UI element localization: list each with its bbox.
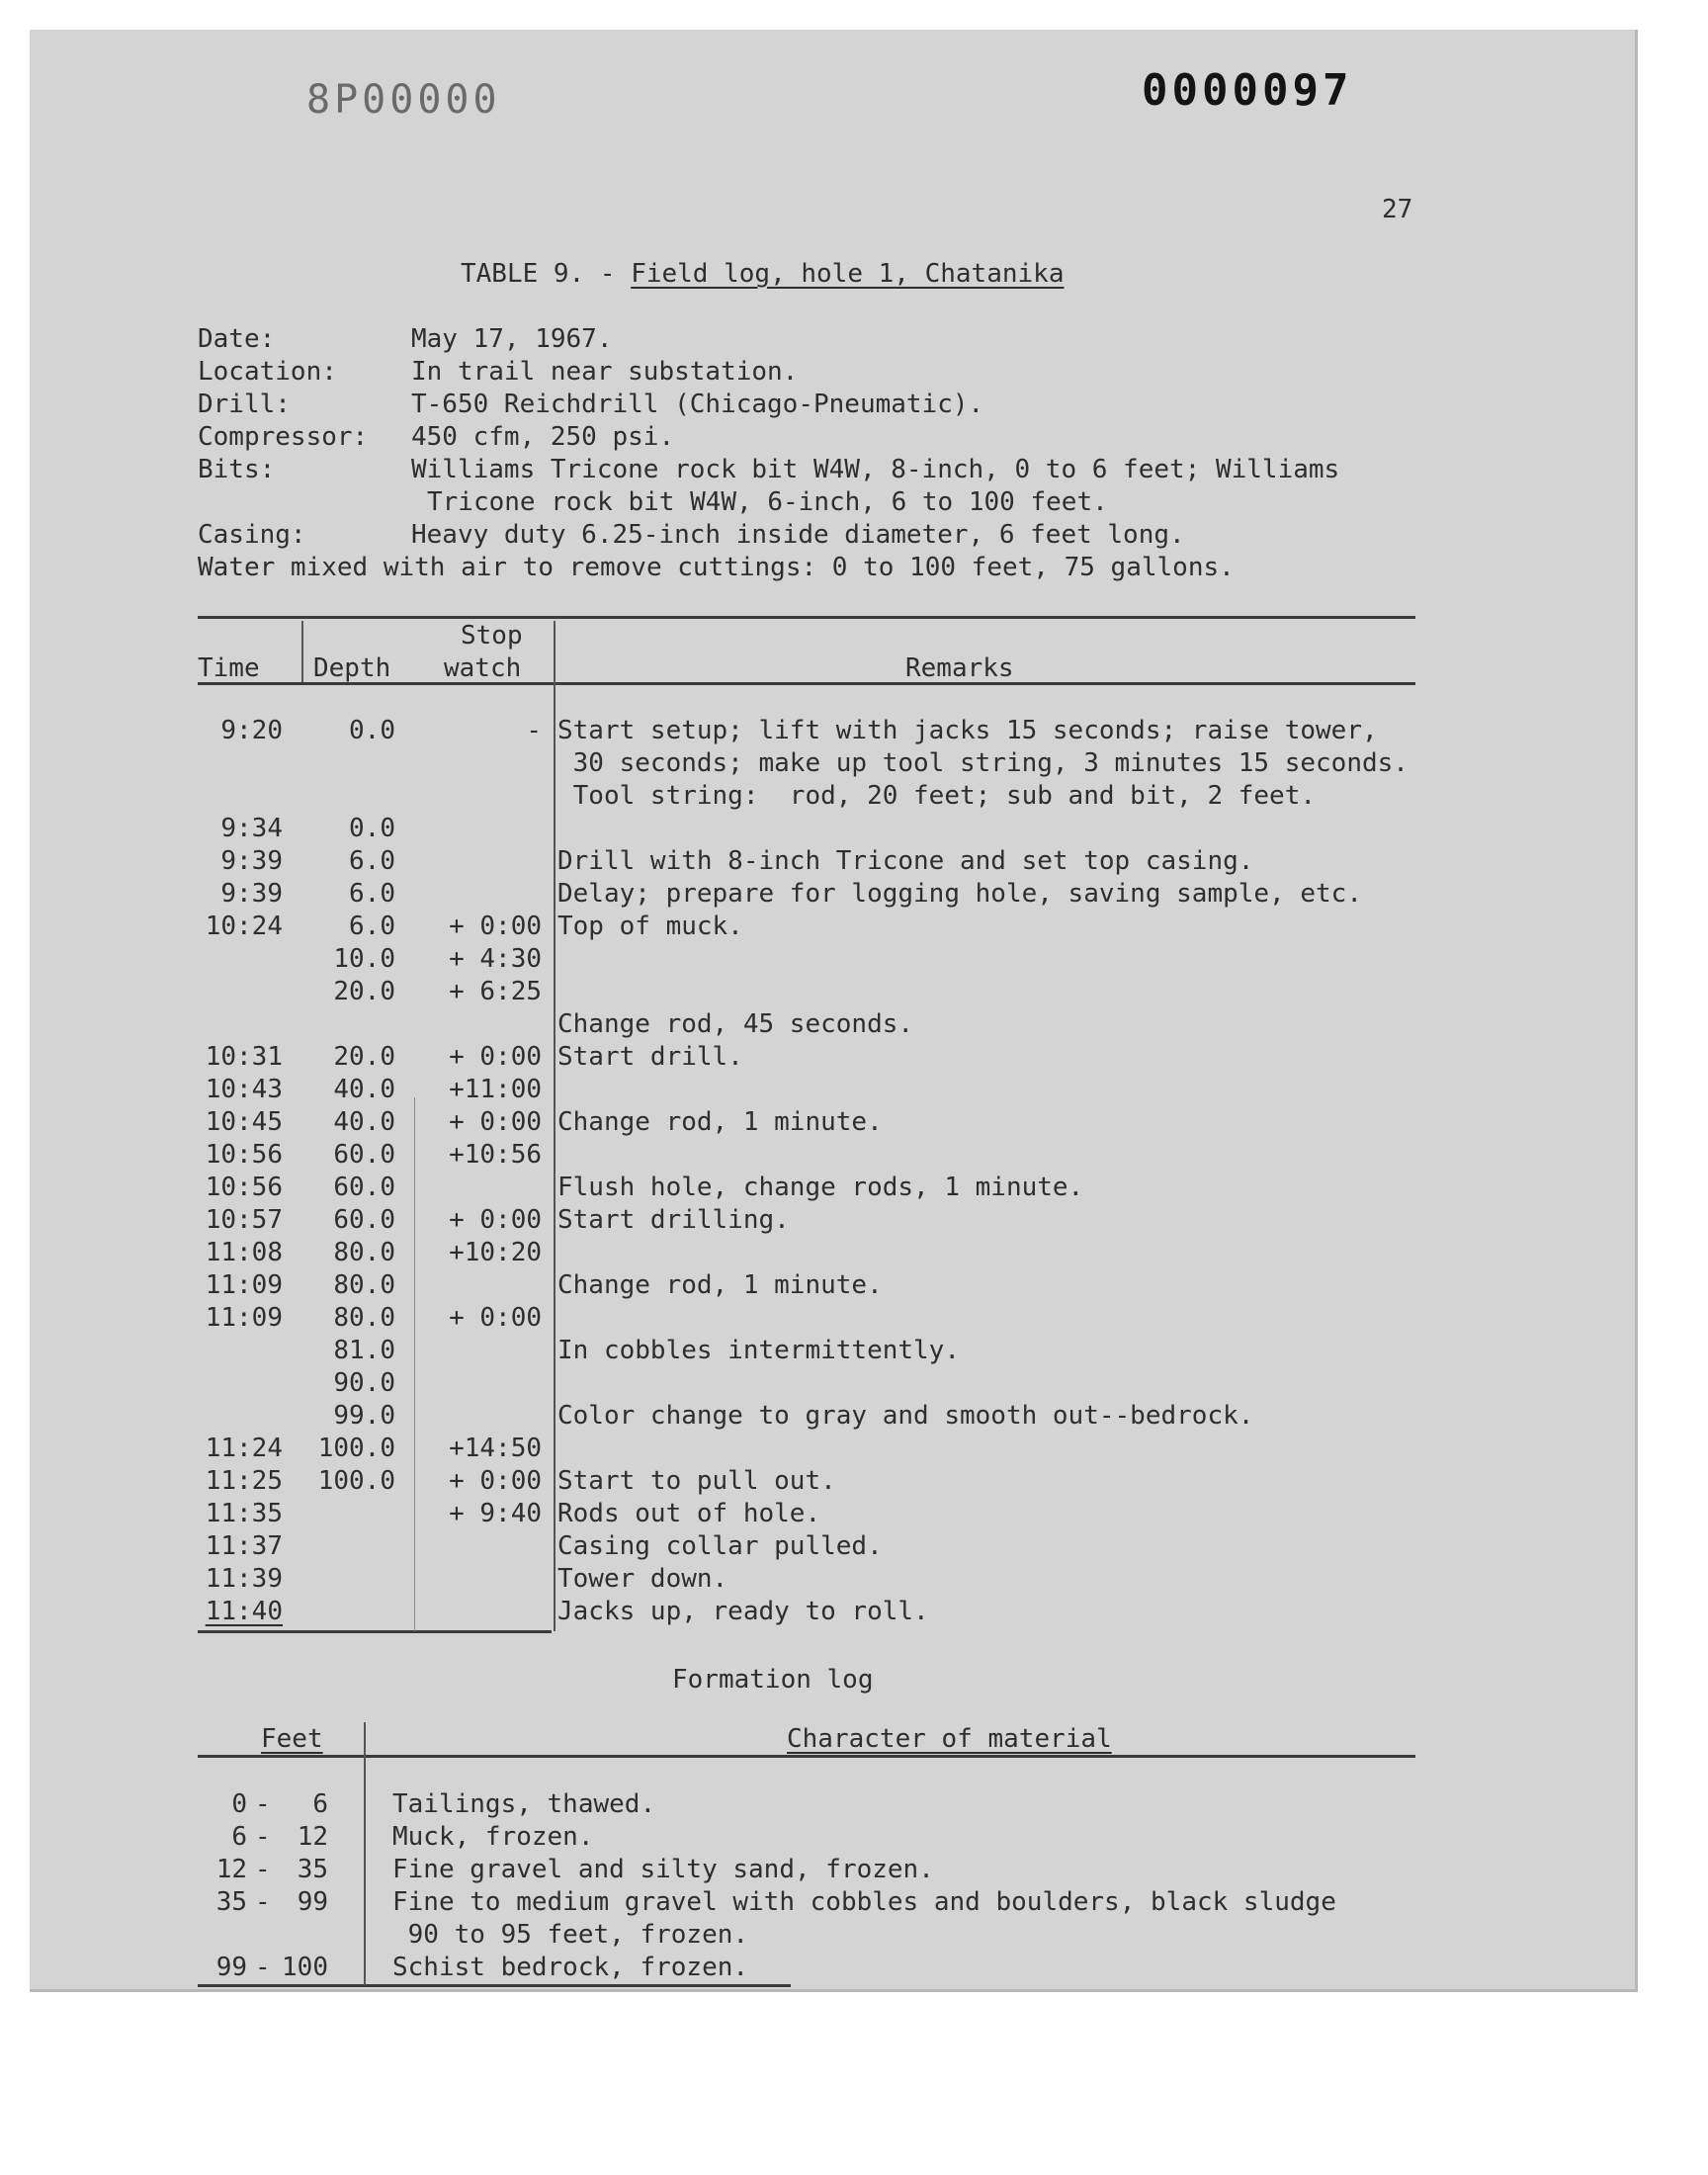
log-remarks: Rods out of hole.	[557, 1499, 821, 1528]
log-depth: 6.0	[349, 846, 395, 876]
table-title-main: Field log, hole 1, Chatanika	[631, 259, 1065, 289]
log-stopwatch: + 0:00	[449, 1303, 542, 1333]
log-remarks: Flush hole, change rods, 1 minute.	[557, 1173, 1084, 1202]
formation-to: 99	[297, 1887, 328, 1917]
meta-row-bits	[198, 454, 1483, 486]
log-remarks: Jacks up, ready to roll.	[557, 1597, 929, 1626]
log-stopwatch: + 0:00	[449, 912, 542, 941]
meta-value: Williams Tricone rock bit W4W, 8-inch, 0 to 6 feet; Williams	[411, 455, 1340, 484]
formation-from: 35	[215, 1887, 247, 1917]
log-stopwatch: + 0:00	[449, 1107, 542, 1137]
log-depth: 6.0	[349, 879, 395, 909]
meta-row-water	[198, 552, 1483, 584]
meta-row-casing	[198, 519, 1483, 552]
table-title	[461, 258, 1064, 291]
log-remarks: 30 seconds; make up tool string, 3 minutes 15 seconds.	[557, 748, 1409, 778]
column-divider-depth	[414, 1097, 415, 1631]
page-number: 27	[1382, 195, 1413, 224]
formation-character: Fine to medium gravel with cobbles and boulders, black sludge	[392, 1887, 1336, 1917]
water-note: Water mixed with air to remove cuttings: 0 to 100 feet, 75 gallons.	[198, 553, 1235, 582]
formation-character: Muck, frozen.	[392, 1822, 594, 1852]
log-depth: 60.0	[333, 1140, 395, 1170]
log-depth: 20.0	[333, 977, 395, 1006]
log-time: 11:37	[205, 1531, 283, 1561]
log-remarks: Start drilling.	[557, 1205, 790, 1235]
formation-character: 90 to 95 feet, frozen.	[392, 1920, 749, 1950]
col-header-remarks: Remarks	[905, 653, 1014, 683]
log-time: 11:08	[205, 1238, 283, 1267]
formation-from: 99	[215, 1953, 247, 1982]
table-bottom-rule	[198, 1630, 552, 1633]
column-divider-time	[301, 621, 303, 682]
log-depth: 0.0	[349, 716, 395, 745]
formation-to: 100	[282, 1953, 328, 1982]
meta-key: Bits:	[198, 455, 276, 484]
table-title-prefix: TABLE 9. -	[461, 259, 632, 289]
meta-value-continued: Tricone rock bit W4W, 6-inch, 6 to 100 feet.	[427, 487, 1108, 517]
meta-key: Drill:	[198, 390, 291, 419]
log-depth: 0.0	[349, 814, 395, 843]
col-header-stop: Stop	[461, 621, 523, 651]
log-depth: 100.0	[317, 1434, 395, 1463]
formation-range-dash: -	[255, 1789, 271, 1819]
log-stopwatch: + 9:40	[449, 1499, 542, 1528]
formation-to: 12	[297, 1822, 328, 1852]
log-time: 10:56	[205, 1140, 283, 1170]
log-remarks: Color change to gray and smooth out--bedrock.	[557, 1401, 1254, 1431]
formation-header-feet: Feet	[261, 1724, 323, 1754]
formation-character: Fine gravel and silty sand, frozen.	[392, 1855, 934, 1884]
meta-value: 450 cfm, 250 psi.	[411, 422, 675, 452]
log-time: 11:24	[205, 1434, 283, 1463]
log-time: 11:09	[205, 1270, 283, 1300]
log-time: 11:39	[205, 1564, 283, 1594]
formation-to: 35	[297, 1855, 328, 1884]
column-divider-stop	[554, 621, 555, 1631]
log-time: 11:25	[205, 1466, 283, 1496]
meta-key: Date:	[198, 324, 276, 354]
col-header-depth: Depth	[313, 653, 391, 683]
log-stopwatch: +10:20	[449, 1238, 542, 1267]
log-time: 10:57	[205, 1205, 283, 1235]
log-depth: 60.0	[333, 1173, 395, 1202]
table-top-rule	[198, 616, 1415, 619]
meta-value: Heavy duty 6.25-inch inside diameter, 6 feet long.	[411, 520, 1185, 550]
meta-key: Casing:	[198, 520, 306, 550]
log-remarks: In cobbles intermittently.	[557, 1336, 960, 1365]
formation-from: 12	[215, 1855, 247, 1884]
meta-key: Compressor:	[198, 422, 369, 452]
log-time: 10:56	[205, 1173, 283, 1202]
log-time: 10:43	[205, 1075, 283, 1104]
log-time: 10:24	[205, 912, 283, 941]
log-stopwatch: + 4:30	[449, 944, 542, 974]
log-depth: 40.0	[333, 1107, 395, 1137]
formation-range-dash: -	[255, 1822, 271, 1852]
formation-column-divider	[364, 1722, 366, 1985]
log-remarks: Change rod, 45 seconds.	[557, 1009, 914, 1039]
formation-range-dash: -	[255, 1887, 271, 1917]
log-remarks: Drill with 8-inch Tricone and set top casing.	[557, 846, 1254, 876]
log-depth: 6.0	[349, 912, 395, 941]
log-remarks: Top of muck.	[557, 912, 743, 941]
log-time: 9:39	[220, 879, 283, 909]
log-depth: 90.0	[333, 1368, 395, 1398]
log-stopwatch: + 0:00	[449, 1042, 542, 1072]
meta-value: May 17, 1967.	[411, 324, 613, 354]
formation-range-dash: -	[255, 1953, 271, 1982]
formation-from: 0	[231, 1789, 247, 1819]
formation-bottom-rule	[198, 1984, 791, 1987]
meta-value: In trail near substation.	[411, 357, 799, 387]
log-remarks: Tower down.	[557, 1564, 728, 1594]
document-stamp-right: 0000097	[1142, 65, 1353, 116]
log-depth: 80.0	[333, 1270, 395, 1300]
log-depth: 80.0	[333, 1303, 395, 1333]
log-remarks: Start to pull out.	[557, 1466, 836, 1496]
formation-header-character: Character of material	[787, 1724, 1112, 1754]
col-header-watch: watch	[444, 653, 522, 683]
log-time: 9:20	[220, 716, 283, 745]
meta-row-compressor	[198, 421, 1483, 454]
log-time: 10:31	[205, 1042, 283, 1072]
log-remarks: Change rod, 1 minute.	[557, 1270, 883, 1300]
formation-range-dash: -	[255, 1855, 271, 1884]
log-depth: 81.0	[333, 1336, 395, 1365]
hole-metadata	[198, 323, 1483, 584]
formation-from: 6	[231, 1822, 247, 1852]
log-remarks: Change rod, 1 minute.	[557, 1107, 883, 1137]
document-stamp-left: 8P00000	[306, 77, 501, 123]
log-stopwatch: + 6:25	[449, 977, 542, 1006]
log-stopwatch: +11:00	[449, 1075, 542, 1104]
log-time: 9:34	[220, 814, 283, 843]
formation-character: Schist bedrock, frozen.	[392, 1953, 749, 1982]
log-depth: 40.0	[333, 1075, 395, 1104]
log-stopwatch: + 0:00	[449, 1205, 542, 1235]
log-time: 11:09	[205, 1303, 283, 1333]
log-time: 11:40	[205, 1597, 283, 1626]
log-depth: 10.0	[333, 944, 395, 974]
log-remarks: Start drill.	[557, 1042, 743, 1072]
log-depth: 99.0	[333, 1401, 395, 1431]
formation-to: 6	[312, 1789, 328, 1819]
meta-row-drill	[198, 389, 1483, 421]
formation-character: Tailings, thawed.	[392, 1789, 656, 1819]
log-stopwatch: -	[526, 716, 542, 745]
log-stopwatch: +14:50	[449, 1434, 542, 1463]
col-header-time: Time	[198, 653, 260, 683]
meta-row-date	[198, 323, 1483, 356]
meta-value: T-650 Reichdrill (Chicago-Pneumatic).	[411, 390, 984, 419]
log-remarks: Delay; prepare for logging hole, saving sample, etc.	[557, 879, 1362, 909]
log-remarks: Tool string: rod, 20 feet; sub and bit, 2 feet.	[557, 781, 1317, 811]
meta-row-location	[198, 356, 1483, 389]
log-depth: 20.0	[333, 1042, 395, 1072]
log-depth: 60.0	[333, 1205, 395, 1235]
log-stopwatch: +10:56	[449, 1140, 542, 1170]
log-time: 9:39	[220, 846, 283, 876]
log-remarks: Start setup; lift with jacks 15 seconds; raise tower,	[557, 716, 1378, 745]
log-depth: 80.0	[333, 1238, 395, 1267]
meta-row-bits-cont	[198, 486, 1483, 519]
log-time: 10:45	[205, 1107, 283, 1137]
meta-key: Location:	[198, 357, 337, 387]
log-stopwatch: + 0:00	[449, 1466, 542, 1496]
log-time: 11:35	[205, 1499, 283, 1528]
formation-log-title: Formation log	[672, 1665, 874, 1695]
log-depth: 100.0	[317, 1466, 395, 1496]
log-remarks: Casing collar pulled.	[557, 1531, 883, 1561]
